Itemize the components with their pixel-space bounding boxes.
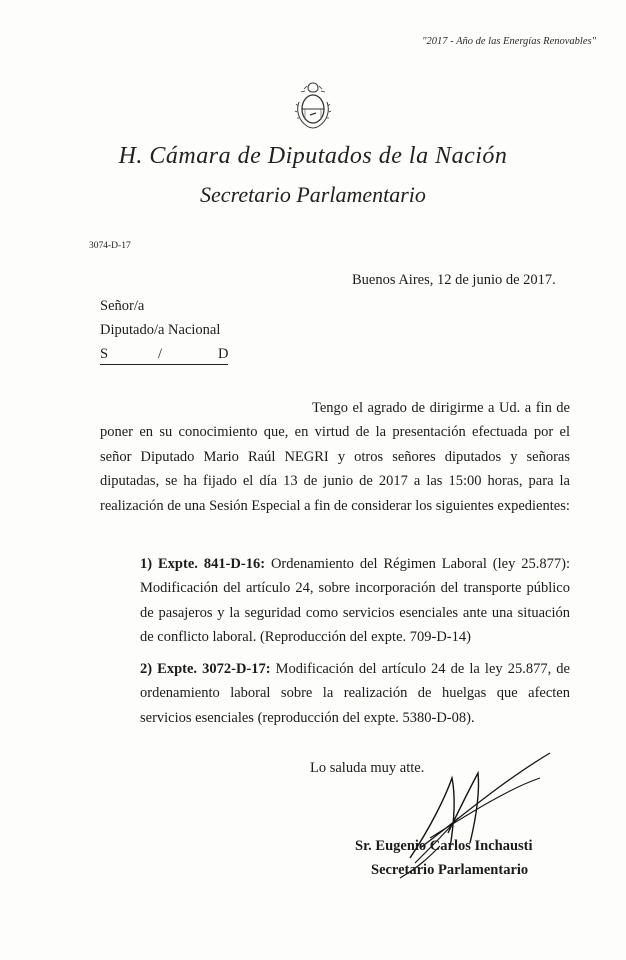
signer-title: Secretario Parlamentario: [371, 862, 529, 878]
closing-salutation: Lo saluda muy atte.: [310, 760, 425, 776]
su-despacho-line: [100, 346, 228, 365]
su-despacho-d: D: [218, 346, 229, 362]
institution-name: H. Cámara de Diputados de la Nación: [118, 143, 508, 169]
date-line: Buenos Aires, 12 de junio de 2017.: [352, 272, 556, 288]
year-motto: "2017 - Año de las Energías Renovables": [422, 36, 596, 47]
argentina-coat-of-arms-icon: [293, 80, 333, 132]
su-despacho-s: S: [100, 346, 109, 362]
signer-name: Sr. Eugenio Carlos Inchausti: [355, 838, 533, 854]
addressee-line-1: Señor/a: [100, 298, 145, 314]
item-text: Modificación del artículo 24 de la ley 25.877, de ordenamiento laboral sobre la realización de huelgas que afecten servicios esenciales (reproducción del expte. 5380-D-08).: [140, 661, 570, 726]
item-label: 1) Expte. 841-D-16:: [140, 556, 266, 572]
su-despacho-slash: /: [158, 346, 163, 362]
list-item: [140, 552, 570, 650]
body-paragraph: [100, 396, 570, 518]
office-name: Secretario Parlamentario: [200, 182, 426, 207]
reference-number: 3074-D-17: [89, 241, 131, 251]
addressee-line-2: Diputado/a Nacional: [100, 322, 221, 338]
list-item: [140, 657, 570, 730]
intro-text: Tengo el agrado de dirigirme a Ud. a fin de poner en su conocimiento que, en virtud de la presentación efectuada por el señor Diputado Mario Raúl NEGRI y otros señores diputados y señoras diputadas, se ha fijado el día 13 de junio de 2017 a las 15:00 horas, para la realización de una Sesión Especial a fin de considerar los siguientes expedientes:: [100, 400, 570, 514]
item-label: 2) Expte. 3072-D-17:: [140, 661, 271, 677]
item-text: Ordenamiento del Régimen Laboral (ley 25.877): Modificación del artículo 24, sobre incorporación del transporte público de pasajeros y la seguridad como servicios esenciales ante una situación de conflicto laboral. (Reproducción del expte. 709-D-14): [140, 556, 570, 646]
